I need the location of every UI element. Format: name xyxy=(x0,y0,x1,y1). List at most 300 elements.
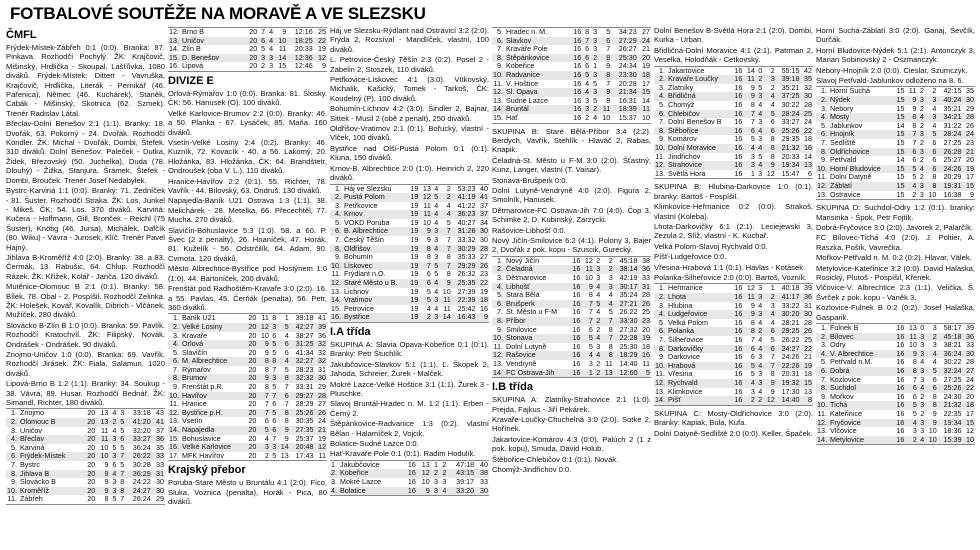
table-cell: Kravaře Loučky xyxy=(668,75,718,84)
match-report: Napajedla-Baník U21 Ostrava 1:3 (1:1). 38. Melichárek - 28. Metelka, 66. Přecechtěl, 77. Mucha. 270 diváků. xyxy=(168,196,327,225)
table-cell: 4. xyxy=(659,91,665,101)
match-report: Jihlava B-Kroměříž 4:0 (2:0). Branky: 38. a 83. Čermák, 13. Rabušic, 64. Chlup. Rozhodčí Rázek. ŽK: Křížek, Kolář - Janča. 120 diváků. xyxy=(6,252,165,281)
table-cell: 30 xyxy=(156,485,164,495)
table-cell: 5 xyxy=(120,417,125,427)
table-cell: 16 xyxy=(642,350,650,360)
table-cell: 2 xyxy=(261,61,266,71)
table-cell: Záblatí xyxy=(830,181,852,190)
table-cell: 21 xyxy=(318,425,326,435)
table-cell: 9 xyxy=(912,95,917,105)
match-report: Oldřišov-Vratimov 2:1 (0:1). Bořucký, vlastní - Vlček, 100 diváků. xyxy=(330,124,489,143)
table-cell: 30 xyxy=(318,373,326,383)
section-heading: ČMFL xyxy=(6,29,37,41)
table-cell: 11. xyxy=(655,369,665,379)
table-cell: 6 xyxy=(750,125,755,135)
table-cell: 31 xyxy=(318,364,326,374)
table-cell: 4 xyxy=(284,356,289,366)
table-cell: 2 xyxy=(919,155,924,165)
table-cell: 30 xyxy=(480,226,488,236)
table-cell: 3 xyxy=(112,485,117,495)
table-cell: 7 xyxy=(585,35,590,45)
table-cell: 40 xyxy=(480,459,488,469)
table-cell: 27 xyxy=(318,399,326,409)
table-cell: Smilovice xyxy=(506,325,537,334)
section-heading: Krajský přebor xyxy=(168,464,246,477)
table-cell: 6 xyxy=(284,339,289,349)
table-cell: 20 xyxy=(248,442,257,452)
match-report: Čeladná-St. Město u F-M 3:0 (2:0). Šťastný, Kunz, Langer, vlastní (T. Vaisar). xyxy=(492,155,651,175)
table-cell: 5 xyxy=(593,95,598,105)
table-cell: 6 xyxy=(750,352,755,362)
table-cell: 16 xyxy=(734,395,743,405)
table-cell: 25 xyxy=(804,334,812,344)
table-cell: Horní Bludovice xyxy=(830,164,881,173)
table-cell: Brno B xyxy=(182,27,204,36)
table-cell: 8 xyxy=(272,313,277,323)
table-cell: 16 xyxy=(573,78,582,88)
table-cell: 20 xyxy=(87,468,96,478)
table-cell: 58:17 xyxy=(943,323,962,333)
table-cell: Kravaře Pole xyxy=(506,45,548,54)
table-cell: 3 xyxy=(120,408,125,418)
table-cell: 11 xyxy=(100,425,109,435)
table-cell: Dolní Lutyně xyxy=(506,342,547,351)
table-cell: 3 xyxy=(434,312,439,322)
table-cell: 10 xyxy=(602,112,611,122)
table-cell: 7. xyxy=(659,117,665,127)
table-cell: Darkovičky xyxy=(668,344,704,353)
table-cell: 4. xyxy=(821,112,827,122)
table-cell: 26:22 xyxy=(132,451,151,461)
table-cell: 9 xyxy=(606,61,611,71)
table-cell: 4 xyxy=(264,433,269,443)
table-cell: 4 xyxy=(446,209,451,219)
table-cell: 9 xyxy=(322,61,326,71)
table-cell: 16 xyxy=(896,348,905,358)
table-row xyxy=(492,369,651,378)
table-cell: 42:19 xyxy=(619,273,638,282)
table-cell: 9 xyxy=(770,160,775,170)
table-cell: 9. xyxy=(497,324,503,334)
table-cell: Heřmanice xyxy=(668,283,703,293)
table-cell: 19:32 xyxy=(781,377,800,387)
table-cell: 25:30 xyxy=(619,341,638,351)
table-cell: 14. xyxy=(169,44,179,54)
table-cell: 34 xyxy=(480,217,488,227)
table-cell: 8 xyxy=(750,326,755,336)
table-cell: 4 xyxy=(588,350,593,360)
table-cell: 17:43 xyxy=(295,450,314,460)
table-cell: 37 xyxy=(480,209,488,219)
table-cell: 6 xyxy=(932,163,937,173)
table-cell: 7 xyxy=(264,399,269,409)
table-cell: 8 xyxy=(932,400,937,410)
table-cell: 2 xyxy=(608,264,613,274)
table-cell: 39:18 xyxy=(781,74,800,84)
match-report: Město Albrechtice-Bystřice pod Hostýnem 1:0 (1:0). 44. Bartoníček, 200 diváků. xyxy=(168,264,327,283)
table-cell: Petřvald n.M. xyxy=(830,358,873,367)
table-cell: 6. xyxy=(497,35,503,45)
table-cell: 16:43 xyxy=(457,312,476,322)
table-cell: 33 xyxy=(966,340,974,350)
table-cell: 36 xyxy=(156,434,164,444)
table-cell: 3 xyxy=(758,377,763,387)
table-cell: 6 xyxy=(912,383,917,393)
table-cell: 4 xyxy=(269,35,274,45)
match-report: SKUPINA A: Zlatníky-Strahovice 2:1 (1:0). Prejda, Fajkus - Jiří Pekárek. xyxy=(492,395,651,414)
text-column xyxy=(654,26,814,548)
table-cell: 2 xyxy=(585,112,590,122)
match-report: Břeclav-Dolní Benešov 2:1 (1:1). Branky: 18. Dvořák, 63. Pokorný - 24. Dvořák. Rozhodčí Kondler. ŽK: Michal - Dvořák, Dombi, Štefek. 310 diváků. Dolní Benešov: Paleček - Dutka, Židek, Březovský (50. Juchelka), Duda (78. Dlouhý) - Žižka, Stanjura, Šrámek, Štefek - Dombi, Brouček. Trenér Josef Nedabylek. xyxy=(6,119,165,185)
table-cell: 33:27 xyxy=(781,117,800,127)
table-cell: 26:27 xyxy=(618,44,637,54)
table-cell: 5 xyxy=(758,82,763,92)
table-cell: 8 xyxy=(932,391,937,401)
table-cell: 20 xyxy=(87,408,96,418)
table-cell: 20 xyxy=(87,434,96,444)
match-report: Vsetín-Velké Losiny 2:4 (0:2). Branky: 46. Kuzník, 72. Kovacík - 40. a 56. Lakomý, 20. Hložánka, 83. Hložánka. ČK: 64. Brandštetr, Ondroušek (oba V. L.), 110 diváků. xyxy=(168,138,327,176)
table-cell: 5 xyxy=(758,151,763,161)
table-cell: 36:29 xyxy=(132,468,151,478)
table-row xyxy=(330,487,489,496)
table-cell: Petřvald xyxy=(830,156,857,165)
table-cell: 43 xyxy=(156,408,164,418)
match-report: Mořkov-Petřvald n. M. 0:2 (0:2). Hlavar, Válek. xyxy=(816,253,972,263)
match-report: Štěbořice-Chlebičov 0:1 (0:1). Novák. xyxy=(492,454,619,464)
table-cell: 9 xyxy=(588,281,593,291)
table-row xyxy=(6,495,165,504)
table-cell: 7 xyxy=(272,364,277,374)
table-cell: Napajedla xyxy=(182,426,215,435)
match-report: Lipová-Brno B 1:2 (1:1). Branky: 34. Soukup - 38. Vávra, 89. Husar. Rozhodčí Bednář. ŽK: Simandl, Richter. 180 diváků. xyxy=(6,379,165,408)
table-cell: 20 xyxy=(87,417,96,427)
table-cell: 20 xyxy=(642,52,650,62)
table-cell: 36:23 xyxy=(457,209,476,219)
table-cell: 6 xyxy=(112,460,117,469)
table-cell: M. Albrechtice xyxy=(182,357,228,366)
table-cell: 3 xyxy=(112,434,117,444)
table-cell: 4 xyxy=(932,120,937,130)
table-cell: 26:28 xyxy=(943,146,962,156)
table-cell: 39:18 xyxy=(295,313,314,323)
table-cell: 29:27 xyxy=(295,390,314,400)
match-report: Nový Jičín-Smilovice 6:2 (4:1). Polony 3, Bajer 2, Dvořák z pok. kopu - Szuscik, Gurecký. xyxy=(492,236,651,255)
table-cell: Fulnek B xyxy=(830,323,859,333)
table-cell: 11 xyxy=(443,295,451,305)
table-cell: 20 xyxy=(249,44,258,54)
table-cell: 2. xyxy=(821,331,827,341)
table-cell: Oldřichovice xyxy=(830,147,870,156)
table-cell: 20 xyxy=(248,450,257,460)
table-cell: 9 xyxy=(104,485,109,495)
table-cell: 11 xyxy=(642,358,650,368)
table-cell: 9 xyxy=(104,460,109,469)
table-cell: 3 xyxy=(932,323,937,333)
table-cell: 28:23 xyxy=(295,364,314,374)
table-cell: 3 xyxy=(112,477,117,487)
match-report: SKUPINA A: Slavia Opava-Kobeřice 0:1 (0:1). Branky: Petr Štuchlík. xyxy=(330,340,489,359)
table-cell: 3 xyxy=(272,373,277,383)
match-report: Klimkovice-Heřmanice 0:2 (0:0). Strakoš, vlastní (Koleba). xyxy=(654,202,813,221)
table-cell: 15 xyxy=(966,180,974,190)
table-cell: 26 xyxy=(318,407,326,417)
match-report: SKUPINA B: Staré Bělá-Příbor 3:4 (2:2). Berdych, Vavřík, Stehlík - Hlaváč 2, Rabas, Knapik. xyxy=(492,126,651,155)
table-cell: 20 xyxy=(249,52,258,62)
table-cell: 13. xyxy=(493,358,503,368)
table-cell: 7 xyxy=(606,44,611,54)
table-cell: 14:40 xyxy=(619,358,638,368)
table-cell: 4 xyxy=(593,112,598,122)
match-report: Metylovice-Kateřinice 3:2 (0:0). David Halaska, Rosický, Plutoš - Pospíšil, Křenek. xyxy=(816,263,975,282)
table-cell: 8 xyxy=(426,252,431,262)
table-cell: Velké Karlovice xyxy=(182,443,232,452)
table-cell: 33:18 xyxy=(132,408,151,418)
table-cell: 26 xyxy=(642,298,650,308)
table-cell: 5 xyxy=(284,321,289,331)
table-cell: Hranice xyxy=(182,400,207,409)
table-cell: 12. xyxy=(169,407,179,417)
table-cell: 15:47 xyxy=(781,168,800,178)
table-cell: 5 xyxy=(446,217,451,227)
table-cell: 8 xyxy=(585,27,590,36)
match-report: Kozlovice-Fulnek B 0:2 (0:2). Josef Halaška, Gasparik. xyxy=(816,303,975,322)
table-cell: Olomouc B xyxy=(20,418,56,427)
table-cell: 32:27 xyxy=(295,356,314,366)
table-cell: 38 xyxy=(480,468,488,478)
table-cell: 2 xyxy=(770,292,775,301)
table-cell: 32:24 xyxy=(943,366,962,375)
table-cell: Štěpánkovice xyxy=(506,53,550,62)
table-cell: 15 xyxy=(642,87,650,97)
table-cell: 36 xyxy=(804,292,812,301)
table-cell: Strahovice xyxy=(668,161,702,170)
table-cell: 8 xyxy=(120,477,125,487)
table-cell: 28:21 xyxy=(781,317,800,327)
table-cell: 9. xyxy=(497,61,503,71)
table-row xyxy=(816,191,975,200)
table-cell: Rašovice xyxy=(506,351,536,360)
table-cell: 2 xyxy=(446,192,451,202)
table-cell: 16 xyxy=(734,74,743,84)
table-cell: 20 xyxy=(87,425,96,435)
table-cell: 16 xyxy=(734,117,743,127)
table-cell: 6 xyxy=(272,399,277,409)
table-cell: Suchdol xyxy=(830,384,856,393)
table-cell: 19 xyxy=(642,61,650,71)
table-cell: Lhota xyxy=(668,293,686,301)
table-cell: 1. xyxy=(659,283,665,293)
standings-table xyxy=(330,184,489,324)
table-cell: 6 xyxy=(585,61,590,71)
table-cell: Rychvald xyxy=(668,378,698,387)
table-cell: 7 xyxy=(608,333,613,343)
table-cell: 3 xyxy=(750,386,755,396)
table-cell: 5. xyxy=(659,317,665,327)
match-report: Dolní Datyně-Sedliště 2:0 (0:0). Keller, Špaček. xyxy=(654,428,813,438)
table-cell: 2 xyxy=(596,315,601,325)
table-cell: 7. xyxy=(659,334,665,344)
table-cell: 11 xyxy=(423,200,431,210)
table-cell: 4 xyxy=(585,78,590,88)
table-cell: 4 xyxy=(446,200,451,210)
table-cell: 15 xyxy=(896,172,905,182)
table-cell: Sedliště xyxy=(830,139,856,147)
table-cell: 10 xyxy=(966,434,974,444)
table-cell: 9 xyxy=(932,408,937,418)
table-cell: 8 xyxy=(606,69,611,79)
table-cell: 31:26 xyxy=(457,226,476,236)
table-cell: 9 xyxy=(282,27,287,36)
table-cell: 13 xyxy=(804,386,812,396)
table-cell: 43:15 xyxy=(456,468,475,478)
table-cell: 33 xyxy=(480,477,488,487)
table-cell: MFK Havířov xyxy=(182,451,224,460)
table-cell: 19 xyxy=(642,333,650,343)
table-cell: 6 xyxy=(932,146,937,156)
table-cell: 28 xyxy=(318,390,326,400)
table-cell: 4. xyxy=(11,434,17,444)
table-cell: 9. xyxy=(659,352,665,362)
match-report: Horní Suchá-Záblatí 3:0 (2:0). Ganaj, Ševčík, Durčák. xyxy=(816,26,975,45)
table-cell: 18:29 xyxy=(619,350,638,360)
table-cell: 16 xyxy=(896,374,905,384)
table-cell: 7 xyxy=(912,129,917,139)
table-cell: Lichnov xyxy=(344,287,369,296)
table-cell: 2. xyxy=(335,192,341,202)
table-cell: 2 xyxy=(919,103,924,113)
table-cell: 47:18 xyxy=(456,459,475,469)
table-cell: 16 xyxy=(734,142,743,152)
table-cell: 1 xyxy=(750,168,755,178)
table-cell: 36:24 xyxy=(132,442,151,452)
table-cell: 20 xyxy=(248,339,257,349)
table-cell: 30:20 xyxy=(781,309,800,319)
table-cell: 17 xyxy=(966,408,974,418)
table-cell: 2 xyxy=(758,74,763,84)
table-cell: 41 xyxy=(318,313,326,323)
table-cell: 22 xyxy=(966,383,974,393)
table-cell: 16. xyxy=(331,312,341,322)
match-report: Chomýž-Jindřichov 0:0. xyxy=(492,464,572,474)
table-cell: 3 xyxy=(920,366,925,375)
table-cell: 19 xyxy=(410,200,419,210)
table-cell: 25:27 xyxy=(943,155,962,165)
table-cell: 4 xyxy=(758,160,763,170)
table-cell: 23 xyxy=(966,138,974,147)
table-cell: 29 xyxy=(966,103,974,113)
table-cell: Darkovice xyxy=(668,353,700,362)
table-cell: 2 xyxy=(593,104,598,114)
table-row xyxy=(816,436,975,445)
table-cell: 4 xyxy=(920,357,925,367)
table-cell: 20 xyxy=(642,324,650,334)
table-cell: 9 xyxy=(104,468,109,478)
table-cell: 2 xyxy=(932,86,937,96)
table-cell: 3 xyxy=(920,331,925,341)
table-cell: 6 xyxy=(272,330,277,340)
table-cell: 13. xyxy=(493,95,503,105)
table-cell: 19 xyxy=(318,433,326,443)
table-cell: 5 xyxy=(593,78,598,88)
table-cell: 6 xyxy=(932,155,937,165)
table-cell: 15 xyxy=(896,86,905,96)
table-cell: 7 xyxy=(750,117,755,127)
table-cell: 3 xyxy=(758,134,763,144)
table-cell: 10 xyxy=(422,217,431,227)
table-cell: 7 xyxy=(284,382,289,392)
match-report: Dětmarovice-FC Ostrava-Jih 7:0 (4:0). Čop 3, Schimke 2, D. Kubinský, Zarzycki. xyxy=(492,205,651,225)
table-cell: 20 xyxy=(87,451,96,461)
table-cell: 6 xyxy=(588,324,593,334)
table-cell: 8 xyxy=(770,369,775,379)
table-cell: 45:18 xyxy=(943,331,962,341)
table-cell: 16 xyxy=(407,468,416,478)
table-cell: 16 xyxy=(572,298,581,308)
table-cell: 11 xyxy=(443,303,451,313)
table-cell: 2 xyxy=(919,86,924,96)
table-cell: Lipová xyxy=(182,62,204,71)
table-cell: 3 xyxy=(920,348,925,358)
table-cell: 19 xyxy=(318,44,326,54)
table-cell: 4 xyxy=(758,100,763,109)
table-cell: 4 xyxy=(434,200,439,210)
table-cell: 7 xyxy=(272,433,277,443)
table-cell: 30:22 xyxy=(781,100,800,109)
table-cell: 32:20 xyxy=(132,425,151,435)
match-report: Bystrc-Karviná 1:1 (0:0). Branky: 71. Zedníček - 81. Šuster. Rozhodčí Straka. ŽK: Los, Junkel - Mikeš. ČK: 54. Los. 370 diváků. Karviná: Kučera - Hoffmann, Gill, Bronček - Reichl (75 Šuster), Knötig (46. Jursa), Michálek, Dafčík (80. Wiku) - Vávra - Jurosek, Klíč. Trenér Pavel Hajný. xyxy=(6,186,165,252)
table-cell: 6 xyxy=(912,155,917,165)
table-cell: 7. xyxy=(497,44,503,54)
table-cell: 16 xyxy=(572,307,581,317)
table-cell: 10. xyxy=(655,360,665,370)
table-cell: 39 xyxy=(804,283,812,293)
table-cell: 16 xyxy=(896,340,905,350)
table-cell: 2 xyxy=(596,358,601,368)
table-cell: 19 xyxy=(410,183,419,193)
table-cell: 33 xyxy=(642,273,650,282)
table-cell: 15 xyxy=(896,95,905,105)
table-cell: 14. xyxy=(817,434,827,444)
table-cell: 4 xyxy=(758,125,763,135)
table-cell: 3 xyxy=(932,95,937,105)
table-cell: 27:32 xyxy=(619,324,638,334)
table-cell: 29:35 xyxy=(781,134,800,144)
table-cell: 4 xyxy=(596,333,601,343)
table-cell: 4 xyxy=(750,142,755,152)
table-cell: 16 xyxy=(734,386,743,396)
table-cell: 19 xyxy=(966,163,974,173)
table-cell: 24 xyxy=(966,374,974,384)
table-cell: 26 xyxy=(480,260,488,270)
table-cell: 18 xyxy=(642,341,650,351)
table-cell: 9 xyxy=(446,278,451,288)
table-cell: 3. xyxy=(173,330,179,340)
table-cell: 41 xyxy=(156,417,164,427)
table-cell: 11. xyxy=(655,151,665,161)
table-cell: 5. xyxy=(497,290,503,300)
table-cell: Nový Jičín xyxy=(506,256,540,265)
table-cell: 28:24 xyxy=(781,108,800,118)
table-cell: 8. xyxy=(173,373,179,383)
table-cell: 7 xyxy=(446,260,451,270)
table-cell: 11 xyxy=(261,313,269,323)
table-cell: 33 xyxy=(156,451,164,461)
match-report: Jakartovice-Komárov 4:3 (0:0). Palúch 2 (1 z pok. kopu), Smuda, David Holub. xyxy=(492,434,651,454)
table-cell: 25 xyxy=(804,108,812,118)
table-cell: Petrovice xyxy=(344,304,374,313)
table-cell: 8 xyxy=(606,52,611,62)
table-cell: 36 xyxy=(642,264,650,274)
